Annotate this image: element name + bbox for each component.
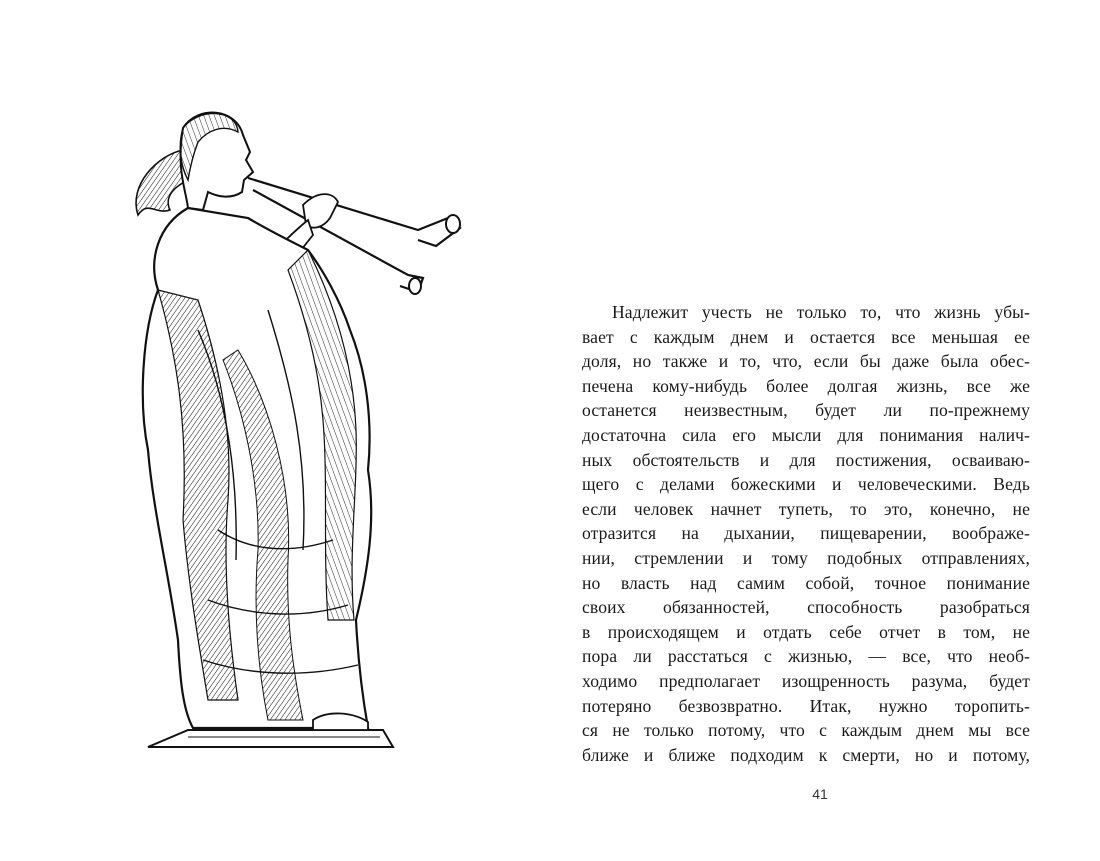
text-line: ных обстоятельств и для постижения, осваиваю- — [582, 449, 1030, 470]
text-line: отразится на дыхании, пищеварении, воображе- — [582, 523, 1030, 544]
text-line: печена кому-нибудь более долгая жизнь, все же — [582, 375, 1030, 396]
text-line: останется неизвестным, будет ли по-прежнему — [582, 400, 1030, 421]
page-number: 41 — [812, 786, 828, 802]
text-line: ходимо предполагает изощренность разума, будет — [582, 670, 1030, 691]
text-line: в происходящем и отдать себе отчет в том, не — [582, 621, 1030, 642]
text-line: щего с делами божескими и человеческими. Ведь — [582, 474, 1030, 495]
page-text — [582, 300, 1030, 767]
text-line: ближе и ближе подходим к смерти, но и потому, — [582, 744, 1030, 765]
text-line: потеряно безвозвратно. Итак, нужно торопить- — [582, 695, 1030, 716]
text-line: но власть над самим собой, точное понимание — [582, 572, 1030, 593]
text-line: Надлежит учесть не только то, что жизнь убы- — [612, 302, 1030, 322]
text-line: достаточна сила его мысли для понимания налич- — [582, 424, 1030, 445]
text-line: если человек начнет тупеть, то это, конечно, не — [582, 498, 1030, 519]
text-line: доля, но также и то, что, если бы даже была обес- — [582, 351, 1030, 372]
flute-player-engraving — [118, 100, 468, 750]
text-line: своих обязанностей, способность разобраться — [582, 597, 1030, 618]
text-line: вает с каждым днем и остается все меньшая ее — [582, 326, 1030, 347]
text-line: нии, стремлении и тому подобных отправлениях, — [582, 547, 1030, 568]
text-line: ся не только потому, что с каждым днем мы все — [582, 720, 1030, 741]
engraving-woman-playing-double-flute-icon — [118, 100, 468, 750]
text-line: пора ли расстаться с жизнью, — все, что необ- — [582, 646, 1030, 667]
